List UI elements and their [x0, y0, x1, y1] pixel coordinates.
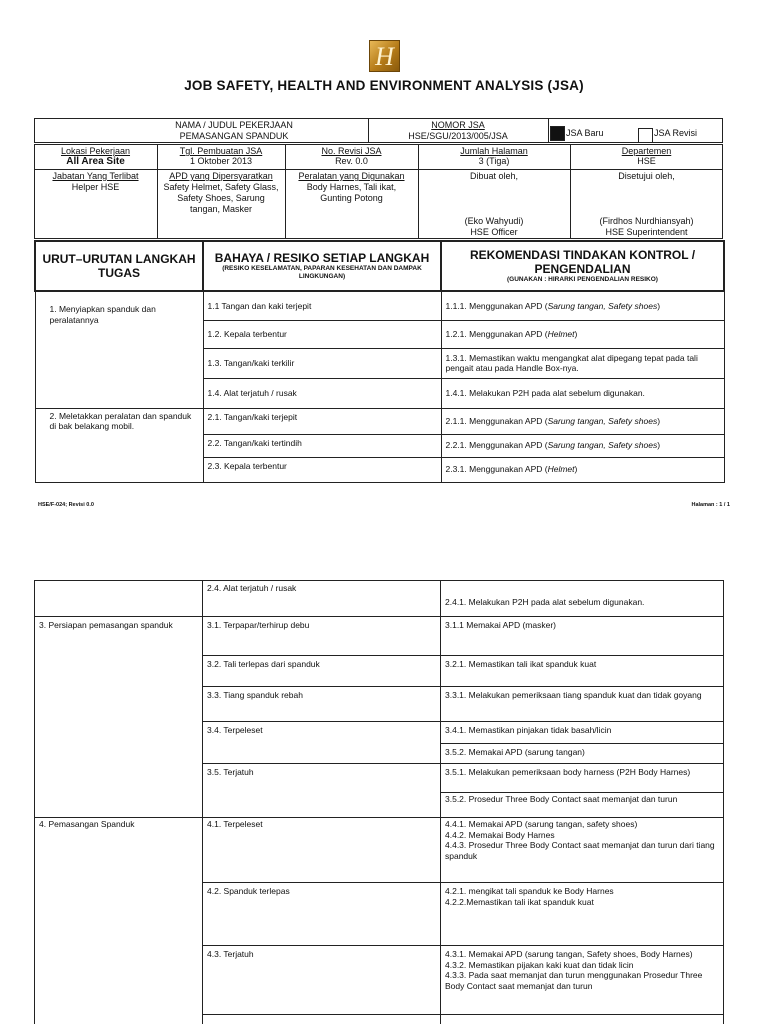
hazard-cell [203, 946, 441, 1015]
control-cell [441, 883, 724, 946]
jsa-revisi-checkbox[interactable] [638, 128, 653, 143]
jsa-baru-checkbox[interactable] [550, 126, 565, 141]
hazard-2-1: 2.1. Tangan/kaki terjepit [207, 411, 298, 422]
hazard-cell [203, 378, 441, 408]
hazard-4-3: 4.3. Terjatuh [207, 949, 254, 959]
norev-value: Rev. 0.0 [335, 156, 368, 166]
control-cell [441, 408, 724, 434]
jsa-baru-label: JSA Baru [566, 128, 604, 138]
logo-letter: H [375, 42, 394, 71]
norev-label: No. Revisi JSA [321, 146, 382, 156]
control-cell [441, 320, 724, 348]
divider [34, 169, 723, 170]
control-cell [441, 617, 724, 656]
control-cell [441, 818, 724, 883]
control-4-2-1: 4.2.1. mengikat tali spanduk ke Body Harnes [445, 886, 614, 896]
hazard-cell [203, 687, 441, 722]
control-2-2-ppe: Sarung tangan, Safety shoes [547, 440, 658, 451]
hazard-cell [203, 434, 441, 457]
hazard-cell [203, 581, 441, 617]
jabatan-value: Helper HSE [71, 182, 120, 192]
control-3-3: 3.3.1. Melakukan pemeriksaan tiang spanduk kuat dan tidak goyang [445, 690, 702, 700]
hazard-cell [203, 457, 441, 482]
control-1-1: 1.1.1. Menggunakan APD ( [445, 300, 548, 311]
step-3: 3. Persiapan pemasangan spanduk [39, 620, 173, 630]
hazard-cell [203, 408, 441, 434]
header-hazards [203, 241, 441, 291]
tgl-label: Tgl. Pembuatan JSA [179, 146, 263, 156]
hazard-cell [203, 617, 441, 656]
control-4-2-2: 4.2.2.Memastikan tali ikat spanduk kuat [445, 896, 594, 907]
step-1: 1. Menyiapkan spanduk dan peralatannya [49, 304, 156, 325]
control-2-1-ppe: Sarung tangan, Safety shoes [547, 415, 658, 426]
job-name-label: NAMA / JUDUL PEKERJAAN [175, 120, 293, 130]
hazard-cell [203, 764, 441, 818]
hazard-cell [203, 656, 441, 687]
control-3-5-2a: 3.5.2. Memakai APD (sarung tangan) [445, 747, 585, 757]
control-1-2: 1.2.1. Menggunakan APD ( [445, 328, 548, 339]
header-controls-title: REKOMENDASI TINDAKAN KONTROL / PENGENDALIAN [469, 248, 696, 276]
control-3-1: 3.1.1 Memakai APD (masker) [445, 620, 557, 630]
alat-value: Body Harnes, Tali ikat, Gunting Potong [306, 182, 397, 203]
hazard-cell [203, 320, 441, 348]
control-cell [441, 291, 724, 320]
hazard-cell [203, 818, 441, 883]
hazard-3-5: 3.5. Terjatuh [207, 767, 254, 777]
step-4: 4. Pemasangan Spanduk [39, 819, 135, 829]
hazard-cell [203, 1015, 441, 1024]
dibuat-label: Dibuat oleh, [469, 171, 519, 181]
header-steps [35, 241, 203, 291]
dept-value: HSE [637, 156, 656, 166]
dibuat-name: (Eko Wahyudi) [464, 216, 524, 226]
hazard-3-1: 3.1. Terpapar/terhirup debu [207, 620, 310, 630]
jsa-number-value: HSE/SGU/2013/005/JSA [408, 131, 508, 141]
jabatan-label: Jabatan Yang Terlibat [52, 171, 139, 181]
header-controls-sub: (GUNAKAN : HIRARKI PENGENDALIAN RESIKO) [507, 276, 658, 283]
control-3-5-2: 3.5.2. Prosedur Three Body Contact saat memanjat dan turun [445, 794, 678, 804]
job-name-value: PEMASANGAN SPANDUK [179, 131, 289, 141]
jsa-number-label: NOMOR JSA [431, 120, 485, 130]
control-4-3-1: 4.3.1. Memakai APD (sarung tangan, Safety shoes, Body Harnes) [445, 949, 693, 959]
control-1-4: 1.4.1. Melakukan P2H pada alat sebelum digunakan. [445, 387, 645, 398]
control-cell [441, 1015, 724, 1024]
disetujui-role: HSE Superintendent [605, 227, 688, 237]
hazard-cell [203, 722, 441, 764]
control-cell [441, 378, 724, 408]
divider [548, 118, 549, 143]
control-2-2: 2.2.1. Menggunakan APD ( [445, 440, 548, 451]
control-cell [441, 764, 724, 793]
step-cell [35, 291, 203, 408]
hazard-2-4: 2.4. Alat terjatuh / rusak [207, 583, 297, 593]
control-3-2: 3.2.1. Memastikan tali ikat spanduk kuat [445, 659, 597, 669]
control-cell [441, 348, 724, 378]
hazard-2-2: 2.2. Tangan/kaki tertindih [207, 437, 302, 448]
jsa-revisi-label: JSA Revisi [654, 128, 698, 138]
apd-label: APD yang Dipersyaratkan [169, 171, 273, 181]
step-cell [35, 617, 203, 818]
page-number: Halaman : 1 / 1 [691, 502, 730, 508]
control-cell [441, 687, 724, 722]
dept-label: Departemen [621, 146, 672, 156]
control-2-3-end: ) [574, 464, 578, 475]
control-3-5-1: 3.5.1. Melakukan pemeriksaan body harness (P2H Body Harnes) [445, 767, 691, 777]
hazard-1-1: 1.1 Tangan dan kaki terjepit [207, 300, 312, 311]
control-1-2-end: ) [574, 328, 578, 339]
control-cell [441, 656, 724, 687]
disetujui-name: (Firdhos Nurdhiansyah) [599, 216, 694, 226]
control-1-1-ppe: Sarung tangan, Safety shoes [547, 300, 658, 311]
hazard-4-1: 4.1. Terpeleset [207, 819, 263, 829]
control-1-1-end: ) [657, 300, 661, 311]
control-2-1: 2.1.1. Menggunakan APD ( [445, 415, 548, 426]
control-2-3: 2.3.1. Menggunakan APD ( [445, 464, 548, 475]
jsa-table-page1 [34, 240, 725, 483]
control-4-4-3: 4.4.3. Prosedur Three Body Contact saat memanjat dan turun dari tiang spanduk [445, 840, 715, 861]
jumlah-value: 3 (Tiga) [478, 156, 510, 166]
control-cell [441, 581, 724, 617]
hazard-cell [203, 883, 441, 946]
form-code: HSE/F-024; Revisi 0.0 [38, 502, 94, 508]
hazard-2-3: 2.3. Kepala terbentur [207, 460, 287, 471]
control-cell [441, 457, 724, 482]
company-logo [369, 40, 400, 72]
control-2-1-end: ) [657, 415, 661, 426]
control-3-4: 3.4.1. Memastikan pinjakan tidak basah/licin [445, 725, 612, 735]
hazard-3-2: 3.2. Tali terlepas dari spanduk [207, 659, 320, 669]
hazard-3-3: 3.3. Tiang spanduk rebah [207, 690, 303, 700]
lokasi-value: All Area Site [66, 156, 125, 167]
control-1-3: 1.3.1. Memastikan waktu mengangkat alat dipegang tepat pada tali pengait atau pada Handle Box-nya. [445, 352, 698, 373]
control-cell [441, 744, 724, 764]
hazard-cell [203, 291, 441, 320]
hazard-1-3: 1.3. Tangan/kaki terkilir [207, 357, 295, 368]
disetujui-label: Disetujui oleh, [618, 171, 675, 181]
control-2-4: 2.4.1. Melakukan P2H pada alat sebelum digunakan. [445, 596, 645, 607]
control-2-2-end: ) [657, 440, 661, 451]
control-cell [441, 946, 724, 1015]
hazard-cell [203, 348, 441, 378]
control-cell [441, 434, 724, 457]
control-4-3-3: 4.3.3. Pada saat memanjat dan turun menggunakan Prosedur Three Body Contact saat memanjat dan turun [445, 970, 703, 991]
control-cell [441, 793, 724, 818]
hazard-3-4: 3.4. Terpeleset [207, 725, 263, 735]
tgl-value: 1 Oktober 2013 [189, 156, 253, 166]
jsa-table-page2 [34, 580, 724, 1024]
hazard-4-2: 4.2. Spanduk terlepas [207, 886, 290, 896]
control-2-3-ppe: Helmet [547, 464, 575, 475]
header-controls [441, 241, 724, 291]
step-cell [35, 818, 203, 1024]
header-hazards-title: BAHAYA / RESIKO SETIAP LANGKAH [214, 251, 430, 265]
document-title: JOB SAFETY, HEALTH AND ENVIRONMENT ANALYSIS (JSA) [184, 78, 584, 93]
jumlah-label: Jumlah Halaman [460, 146, 528, 156]
control-4-3-2: 4.3.2. Memastikan pijakan kaki kuat dan tidak licin [445, 959, 634, 970]
alat-label: Peralatan yang Digunakan [298, 171, 405, 181]
control-cell [441, 722, 724, 744]
apd-value: Safety Helmet, Safety Glass, Safety Shoes, Sarung tangan, Masker [163, 182, 279, 214]
dibuat-role: HSE Officer [470, 227, 518, 237]
step-cell [35, 581, 203, 617]
lokasi-label: Lokasi Pekerjaan [60, 146, 131, 156]
step-2: 2. Meletakkan peralatan dan spanduk di bak belakang mobil. [49, 410, 192, 431]
control-4-4-2: 4.4.2. Memakai Body Harnes [445, 829, 555, 840]
control-1-2-ppe: Helmet [547, 328, 575, 339]
header-hazards-sub: (RESIKO KESELAMATAN, PAPARAN KESEHATAN DAN DAMPAK LINGKUNGAN) [222, 265, 422, 280]
control-4-4-1: 4.4.1. Memakai APD (sarung tangan, safety shoes) [445, 819, 638, 829]
step-cell [35, 408, 203, 482]
hazard-1-4: 1.4. Alat terjatuh / rusak [207, 387, 297, 398]
header-steps-text: URUT–URUTAN LANGKAH TUGAS [42, 252, 196, 280]
hazard-1-2: 1.2. Kepala terbentur [207, 328, 287, 339]
